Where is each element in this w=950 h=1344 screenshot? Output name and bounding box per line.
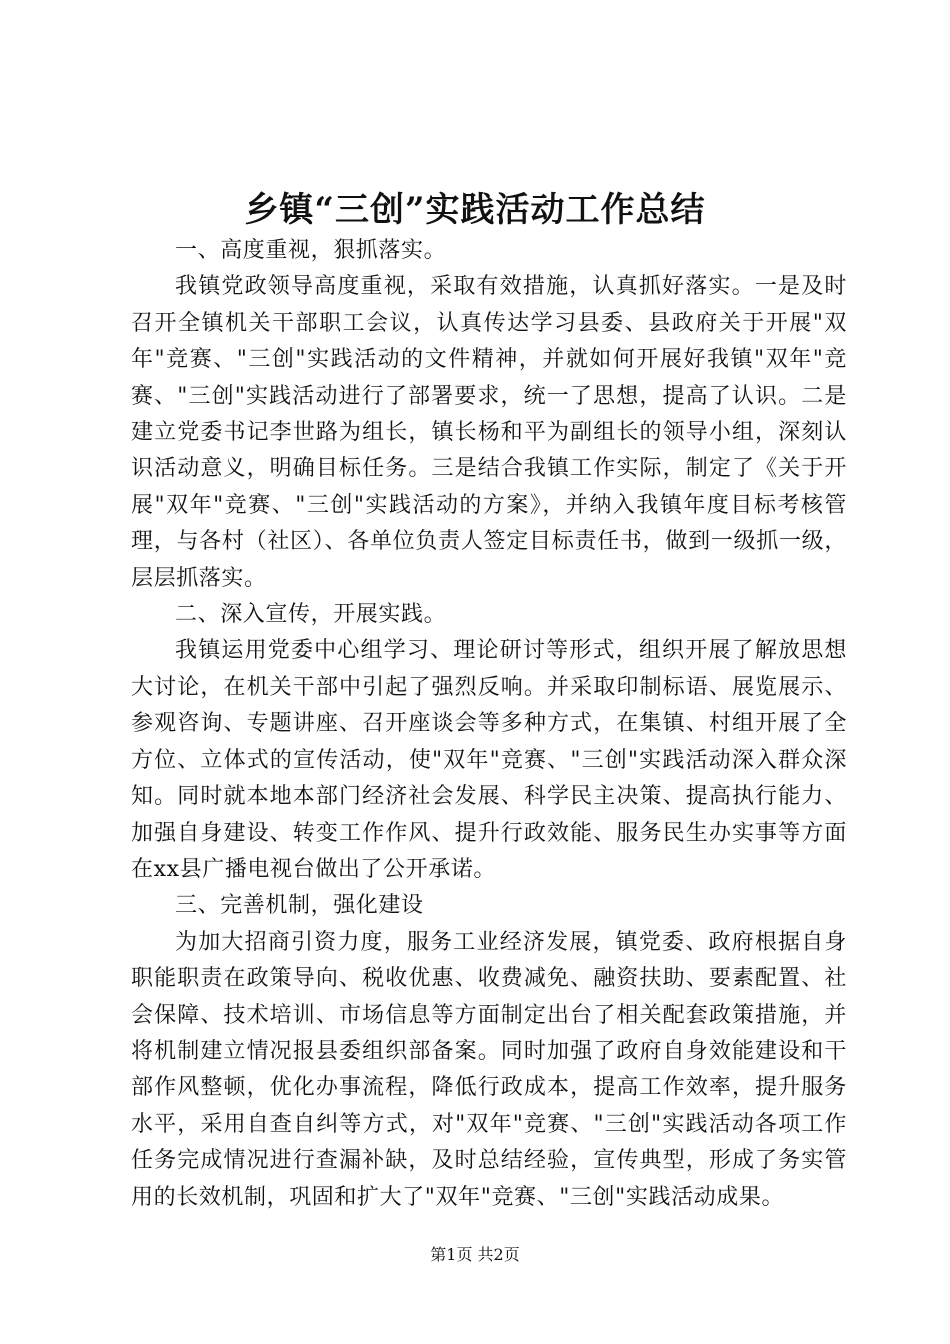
- section-heading-1: 一、高度重视，狠抓落实。: [175, 238, 447, 263]
- document-body: [131, 233, 847, 1216]
- section-heading-3: 三、完善机制，强化建设: [175, 893, 424, 919]
- page-number-footer: 第1页 共2页: [430, 1245, 520, 1264]
- paragraph-1: 我镇党政领导高度重视，采取有效措施，认真抓好落实。一是及时召开全镇机关干部职工会议，认真传达学习县委、县政府关于开展"双年"竞赛、"三创"实践活动的文件精神，并就如何开展好我镇"双年"竞赛、"三创"实践活动进行了部署要求，统一了思想，提高了认识。二是建立党委书记李世路为组长，镇长杨和平为副组长的领导小组，深刻认识活动意义，明确目标任务。三是结合我镇工作实际，制定了《关于开展"双年"竞赛、"三创"实践活动的方案》，并纳入我镇年度目标考核管理，与各村（社区）、各单位负责人签定目标责任书，做到一级抓一级，层层抓落实。: [131, 274, 847, 591]
- paragraph-3: 为加大招商引资力度，服务工业经济发展，镇党委、政府根据自身职能职责在政策导向、税收优惠、收费减免、融资扶助、要素配置、社会保障、技术培训、市场信息等方面制定出台了相关配套政策措施，并将机制建立情况报县委组织部备案。同时加强了政府自身效能建设和干部作风整顿，优化办事流程，降低行政成本，提高工作效率，提升服务水平，采用自查自纠等方式，对"双年"竞赛、"三创"实践活动各项工作任务完成情况进行查漏补缺，及时总结经验，宣传典型，形成了务实管用的长效机制，巩固和扩大了"双年"竞赛、"三创"实践活动成果。: [131, 929, 847, 1210]
- document-title: 乡镇“三创”实践活动工作总结: [244, 190, 706, 230]
- section-heading-2: 二、深入宣传，开展实践。: [175, 602, 447, 628]
- paragraph-2: 我镇运用党委中心组学习、理论研讨等形式，组织开展了解放思想大讨论，在机关干部中引起了强烈反响。并采取印制标语、展览展示、参观咨询、专题讲座、召开座谈会等多种方式，在集镇、村组开展了全方位、立体式的宣传活动，使"双年"竞赛、"三创"实践活动深入群众深知。同时就本地本部门经济社会发展、科学民主决策、提高执行能力、加强自身建设、转变工作作风、提升行政效能、服务民生办实事等方面在xx县广播电视台做出了公开承诺。: [131, 638, 847, 882]
